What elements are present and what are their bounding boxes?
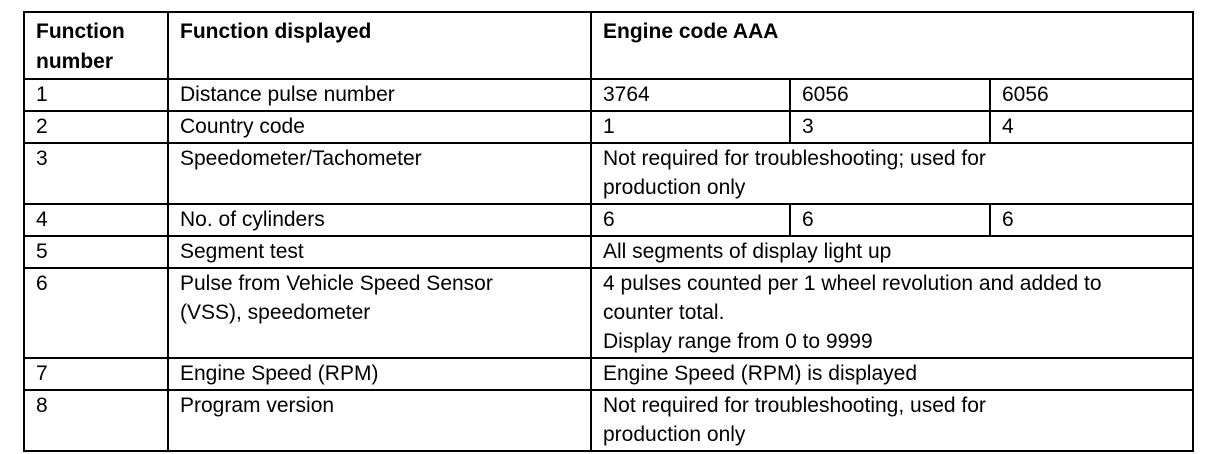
function-number-cell: 7 [24, 358, 168, 390]
function-name-cell: Country code [168, 111, 591, 143]
description-line: 4 pulses counted per 1 wheel revolution and added to counter total. [603, 272, 1102, 324]
description-cell [591, 268, 1193, 358]
value-cell: 6 [990, 204, 1193, 236]
function-name-cell: Distance pulse number [168, 79, 591, 111]
function-name-cell: Program version [168, 390, 591, 451]
function-name-cell: Engine Speed (RPM) [168, 358, 591, 390]
table-row [24, 268, 1193, 358]
value-cell: 3 [790, 111, 990, 143]
function-number-cell: 6 [24, 268, 168, 358]
table-row [24, 143, 1193, 204]
table-row [24, 236, 1193, 268]
description-cell: All segments of display light up [591, 236, 1193, 268]
table-row [24, 390, 1193, 451]
function-number-cell: 1 [24, 79, 168, 111]
description-cell: Not required for troubleshooting; used for production only [591, 143, 1193, 204]
value-cell: 6056 [790, 79, 990, 111]
function-name-cell: No. of cylinders [168, 204, 591, 236]
header-function-number: Function number [24, 12, 168, 79]
value-cell: 6 [591, 204, 790, 236]
function-name-cell: Segment test [168, 236, 591, 268]
function-number-cell: 4 [24, 204, 168, 236]
function-number-cell: 5 [24, 236, 168, 268]
function-name-cell: Speedometer/Tachometer [168, 143, 591, 204]
description-cell: Not required for troubleshooting, used for production only [591, 390, 1193, 451]
description-line: Display range from 0 to 9999 [603, 330, 873, 353]
function-number-cell: 8 [24, 390, 168, 451]
function-number-cell: 3 [24, 143, 168, 204]
description-cell: Engine Speed (RPM) is displayed [591, 358, 1193, 390]
table-row [24, 204, 1193, 236]
value-cell: 4 [990, 111, 1193, 143]
value-cell: 3764 [591, 79, 790, 111]
table-header-row [24, 12, 1193, 79]
header-function-displayed: Function displayed [168, 12, 591, 79]
function-table [23, 11, 1194, 452]
value-cell: 1 [591, 111, 790, 143]
value-cell: 6 [790, 204, 990, 236]
table-row [24, 111, 1193, 143]
value-cell: 6056 [990, 79, 1193, 111]
function-name-cell: Pulse from Vehicle Speed Sensor (VSS), speedometer [168, 268, 591, 358]
table-row [24, 358, 1193, 390]
table-row [24, 79, 1193, 111]
header-engine-code: Engine code AAA [591, 12, 1193, 79]
function-number-cell: 2 [24, 111, 168, 143]
